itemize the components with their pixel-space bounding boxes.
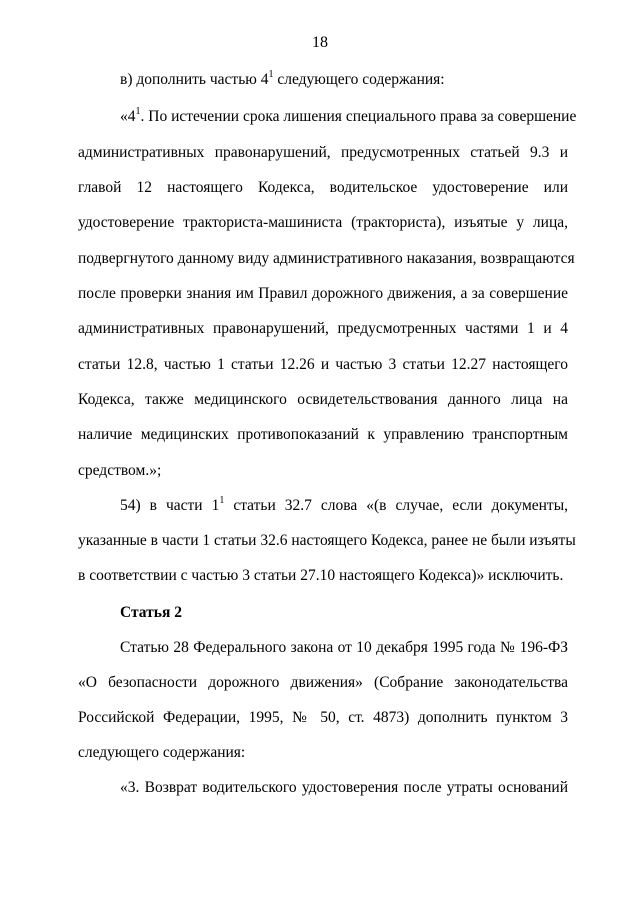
part41-line: подвергнутого данному виду административного наказания, возвращаются [78,250,575,267]
item54-prefix: 54) в части 1 [120,497,220,514]
item54-last-line: в соответствии с частью 3 статьи 27.10 настоящего Кодекса)» исключить. [78,567,564,584]
part41-open-prefix: «4 [120,108,136,125]
article2-quote-line: «3. Возврат водительского удостоверения после утраты оснований [120,779,568,796]
part41-line: наличие медицинских противопоказаний к управлению транспортным [78,426,568,443]
part41-line: главой 12 настоящего Кодекса, водительское удостоверение или [78,179,568,196]
part41-line: административных правонарушений, предусмотренных статьей 9.3 и [78,144,568,161]
item-v-suffix: следующего содержания: [273,71,445,88]
part41-first-line [120,105,577,127]
item54-first-line [120,496,568,516]
article2-line: «О безопасности дорожного движения» (Собрание законодательства [78,674,568,691]
item-v-prefix: в) дополнить частью 4 [120,71,269,88]
part41-open-superscript: 1 [135,105,141,117]
part41-line: административных правонарушений, предусмотренных частями 1 и 4 [78,320,568,337]
item54-suffix: статьи 32.7 слова «(в случае, если документы, [224,497,568,514]
item-v-line [120,70,568,90]
article2-last-line: следующего содержания: [78,744,246,761]
item-v-superscript: 1 [268,68,274,80]
item54-line: указанные в части 1 статьи 32.6 настоящего Кодекса, ранее не были изъяты [78,532,576,549]
article2-first-line: Статью 28 Федерального закона от 10 декабря 1995 года № 196-ФЗ [120,639,568,656]
part41-last-line: средством.»; [78,462,162,479]
part41-line: удостоверение тракториста-машиниста (тракториста), изъятые у лица, [78,214,568,231]
page-number: 18 [312,34,328,51]
part41-line: статьи 12.8, частью 1 статьи 12.26 и частью 3 статьи 12.27 настоящего [78,356,568,373]
part41-line: Кодекса, также медицинского освидетельствования данного лица на [78,391,568,408]
article2-heading: Статья 2 [120,604,182,621]
part41-open-suffix: . По истечении срока лишения специального права за совершение [140,108,577,125]
article2-line: Российской Федерации, 1995, № 50, ст. 4873) дополнить пунктом 3 [78,709,568,726]
part41-line: после проверки знания им Правил дорожного движения, а за совершение [78,285,568,302]
item54-superscript: 1 [219,494,225,506]
